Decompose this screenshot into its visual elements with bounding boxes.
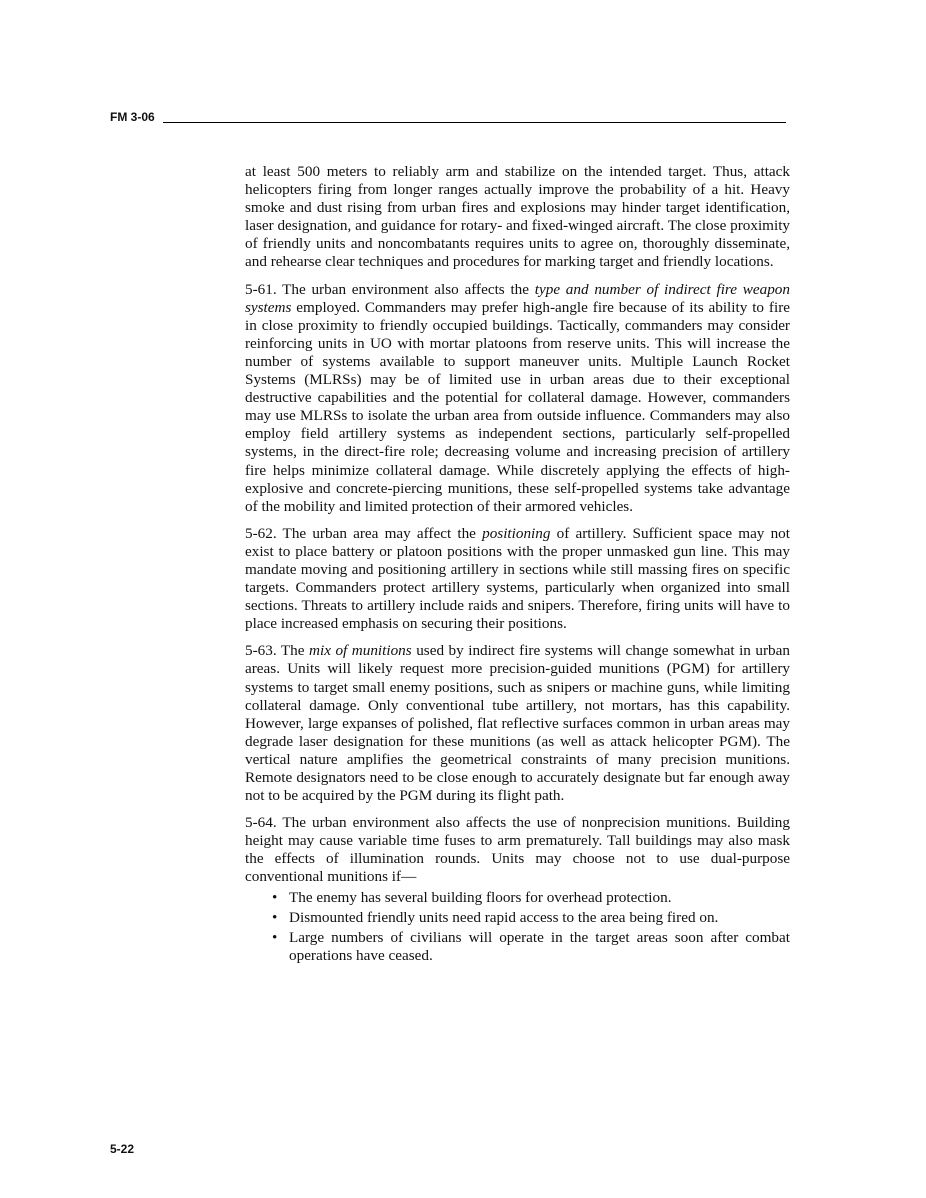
bullet-icon: • — [272, 888, 278, 906]
emphasis-text: positioning — [482, 524, 551, 542]
paragraph-5-61 — [245, 281, 790, 516]
header-rule — [163, 122, 786, 123]
page-number: 5-22 — [110, 1142, 135, 1156]
paragraph-text: employed. Commanders may prefer high-angle fire because of its ability to fire in close proximity to friendly occupied buildings. Tactically, commanders may consider reinforcing units in UO with mortar platoons from reserve units. This will increase the number of systems available to support maneuver units. Multiple Launch Rocket Systems (MLRSs) may be of limited use in urban areas due to their exceptional destructive capabilities and the potential for collateral damage. However, commanders may use MLRSs to isolate the urban area from outside influence. Commanders may also employ field artillery systems as independent sections, particularly self-propelled systems, in the direct-fire role; decreasing volume and increasing precision of artillery fire helps minimize collateral damage. While discretely applying the effects of high-explosive and concrete-piercing munitions, these self-propelled systems take advantage of the mobility and limited protection of their armored vehicles. — [245, 298, 790, 515]
paragraph-5-64: 5-64. The urban environment also affects the use of nonprecision munitions. Building height may cause variable time fuses to arm prematurely. Tall buildings may also mask the effects of illumination rounds. Units may choose not to use dual-purpose conventional munitions if— — [245, 814, 790, 886]
list-item — [245, 889, 790, 907]
list-item — [245, 909, 790, 927]
paragraph-text: 5-62. The urban area may affect the — [245, 524, 483, 542]
bullet-list — [245, 889, 790, 965]
paragraph-text: 5-61. The urban environment also affects the — [245, 280, 535, 298]
paragraph-text: used by indirect fire systems will change somewhat in urban areas. Units will likely request more precision-guided munitions (PGM) for artillery systems to target small enemy positions, such as snipers or machine guns, while limiting collateral damage. Only conventional tube artillery, not mortars, has this capability. However, large expanses of polished, flat reflective surfaces common in urban areas may degrade laser designation for these munitions (as well as attack helicopter PGM). The vertical nature amplifies the geometrical constraints of many precision munitions. Remote designators need to be close enough to accurately designate but far enough away not to be acquired by the PGM during its flight path. — [245, 642, 790, 805]
paragraph-text: of artillery. Sufficient space may not exist to place battery or platoon positions with the proper unmasked gun line. This may mandate moving and positioning artillery in sections while still massing fires on specific targets. Commanders protect artillery systems, particularly when organized into small sections. Threats to artillery include raids and snipers. Therefore, firing units will have to place increased emphasis on securing their positions. — [245, 524, 790, 633]
paragraph-continuation: at least 500 meters to reliably arm and stabilize on the intended target. Thus, attack helicopters firing from longer ranges actually improve the probability of a hit. Heavy smoke and dust rising from urban fires and explosions may hinder target identification, laser designation, and guidance for rotary- and fixed-winged aircraft. The close proximity of friendly units and noncombatants requires units to agree on, thoroughly disseminate, and rehearse clear techniques and procedures for marking target and friendly locations. — [245, 163, 791, 271]
paragraph-text: 5-63. The — [245, 642, 309, 660]
list-item-text: Dismounted friendly units need rapid access to the area being fired on. — [289, 908, 719, 926]
bullet-icon: • — [272, 908, 278, 926]
list-item-text: The enemy has several building floors for overhead protection. — [289, 888, 672, 906]
running-header — [110, 110, 786, 126]
emphasis-text: mix of munitions — [309, 642, 412, 660]
emphasis-text: type and number of indirect fire weapon systems — [245, 280, 790, 316]
paragraph-5-63 — [245, 642, 790, 805]
list-item-text: Large numbers of civilians will operate in the target areas soon after combat operations have ceased. — [289, 928, 790, 964]
body-text — [245, 163, 790, 967]
bullet-icon: • — [272, 928, 278, 946]
paragraph-5-62 — [245, 525, 790, 634]
document-id: FM 3-06 — [110, 110, 155, 124]
list-item — [245, 929, 790, 965]
